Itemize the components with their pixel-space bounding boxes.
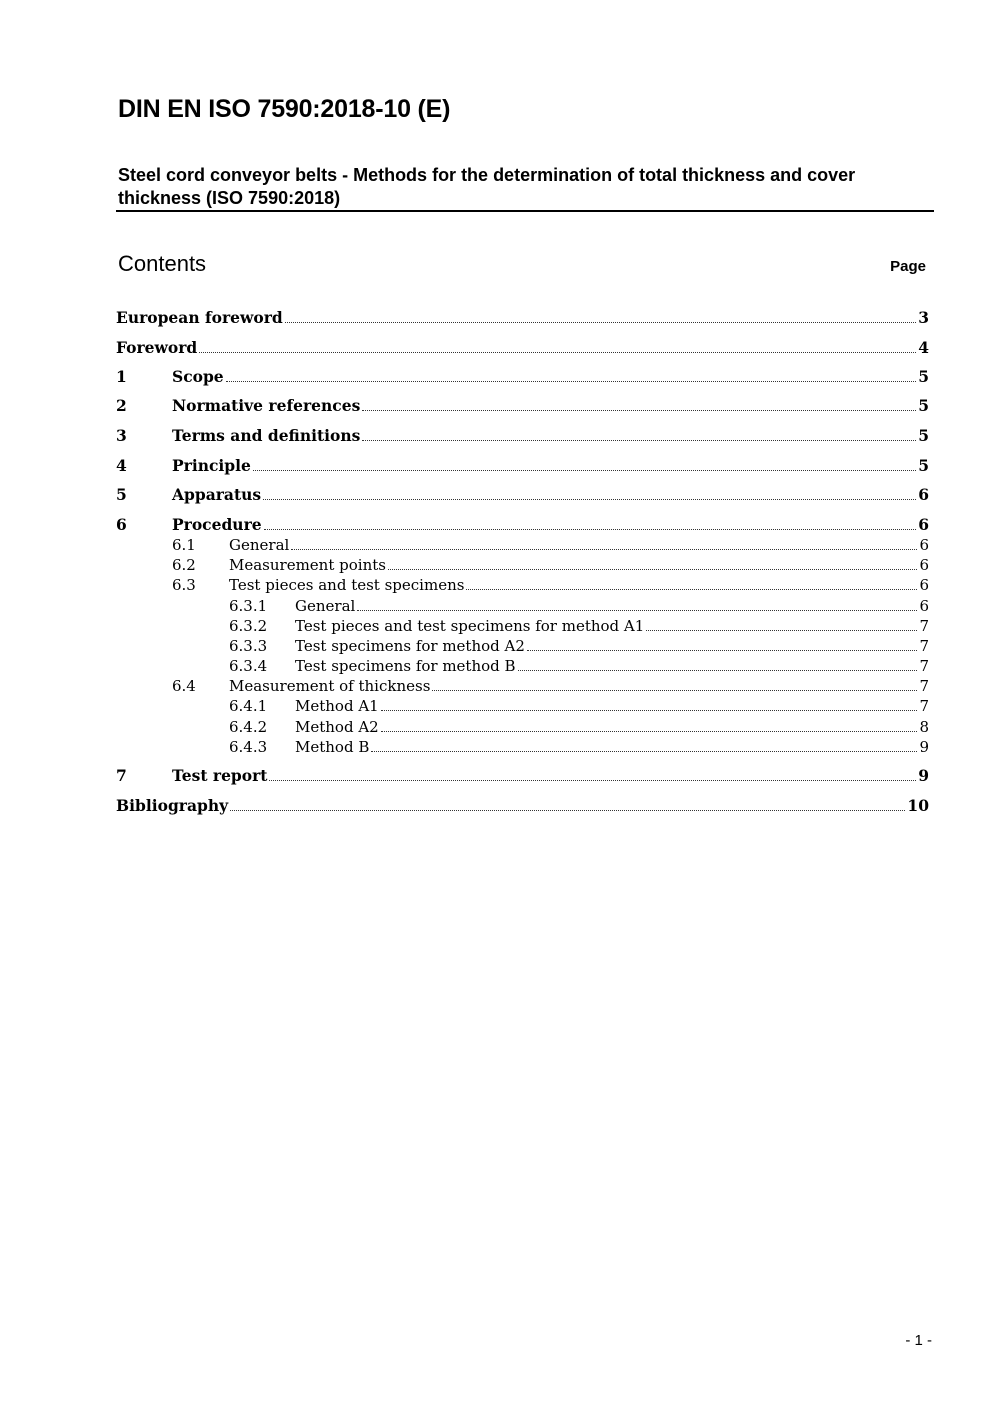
toc-entry-title: Test specimens for method A2 — [295, 637, 525, 655]
toc-entry[interactable] — [116, 636, 929, 656]
toc-entry-number: 6.4.1 — [229, 697, 268, 715]
document-subtitle: Steel cord conveyor belts - Methods for the determination of total thickness and cover thickness (ISO 7590:2018) — [118, 165, 856, 208]
toc-entry[interactable] — [116, 676, 929, 696]
toc-entry[interactable] — [116, 696, 929, 716]
toc-leader — [381, 709, 918, 711]
toc-entry-page: 8 — [919, 718, 929, 736]
toc-entry-title: Apparatus — [172, 485, 262, 504]
toc-leader — [263, 498, 916, 500]
toc-entry-title: Measurement points — [229, 556, 386, 574]
toc-entry[interactable] — [116, 717, 929, 737]
toc-leader — [371, 750, 917, 752]
toc-entry[interactable] — [116, 575, 929, 595]
toc-entry-page: 7 — [919, 637, 929, 655]
toc-leader — [362, 439, 916, 441]
toc-leader — [388, 568, 917, 570]
toc-entry-page: 5 — [918, 426, 929, 445]
toc-entry[interactable] — [116, 367, 929, 387]
toc-entry-title: Foreword — [116, 338, 198, 357]
toc-entry[interactable] — [116, 796, 929, 816]
toc-entry[interactable] — [116, 656, 929, 676]
toc-entry-number: 6.4.3 — [229, 738, 268, 756]
toc-entry-page: 5 — [918, 396, 929, 415]
toc-entry-number: 6.1 — [172, 536, 196, 554]
toc-leader — [226, 380, 917, 382]
toc-entry-number: 3 — [116, 426, 127, 445]
toc-entry-title: Test pieces and test specimens — [229, 576, 465, 594]
toc-entry[interactable] — [116, 596, 929, 616]
toc-entry-title: Test specimens for method B — [295, 657, 516, 675]
toc-entry-page: 9 — [918, 766, 929, 785]
toc-entry-page: 4 — [918, 338, 929, 357]
toc-entry-title: Bibliography — [116, 796, 229, 815]
toc-entry[interactable] — [116, 766, 929, 786]
toc-entry[interactable] — [116, 515, 929, 535]
toc-entry-number: 6 — [116, 515, 127, 534]
toc-leader — [291, 548, 917, 550]
toc-entry-number: 4 — [116, 456, 127, 475]
page-number: - 1 - — [905, 1332, 932, 1349]
toc-entry-number: 6.4 — [172, 677, 196, 695]
toc-entry-page: 5 — [918, 367, 929, 386]
toc-entry-title: Test report — [172, 766, 268, 785]
toc-entry-number: 6.3.2 — [229, 617, 268, 635]
toc-leader — [269, 779, 916, 781]
toc-entry-page: 9 — [919, 738, 929, 756]
toc-entry-number: 2 — [116, 396, 127, 415]
toc-entry-title: Principle — [172, 456, 251, 475]
toc-entry-title: Method A2 — [295, 718, 379, 736]
toc-entry-title: General — [229, 536, 290, 554]
toc-leader — [362, 409, 916, 411]
toc-entry-title: Test pieces and test specimens for method A1 — [295, 617, 645, 635]
toc-leader — [527, 649, 918, 651]
title-divider — [116, 210, 934, 212]
toc-leader — [264, 528, 917, 530]
contents-heading: Contents — [118, 251, 207, 276]
toc-entry-title: Method B — [295, 738, 370, 756]
toc-entry-number: 1 — [116, 367, 127, 386]
toc-entry[interactable] — [116, 737, 929, 757]
toc-entry[interactable] — [116, 555, 929, 575]
page-column-label: Page — [890, 258, 926, 275]
toc-entry-page: 7 — [919, 617, 929, 635]
toc-entry-page: 6 — [918, 515, 929, 534]
toc-entry-number: 6.3 — [172, 576, 196, 594]
toc-entry-title: Scope — [172, 367, 224, 386]
toc-entry[interactable] — [116, 485, 929, 505]
toc-entry-number: 6.3.1 — [229, 597, 268, 615]
toc-entry-title: Measurement of thickness — [229, 677, 431, 695]
toc-entry-page: 5 — [918, 456, 929, 475]
toc-leader — [253, 469, 916, 471]
toc-entry-page: 6 — [919, 536, 929, 554]
toc-entry-page: 10 — [907, 796, 929, 815]
toc-entry-page: 6 — [919, 597, 929, 615]
toc-entry-number: 6.4.2 — [229, 718, 268, 736]
toc-leader — [199, 351, 916, 353]
toc-leader — [466, 588, 917, 590]
toc-entry-title: Procedure — [172, 515, 262, 534]
toc-entry-page: 6 — [919, 556, 929, 574]
toc-entry-number: 6.3.4 — [229, 657, 268, 675]
toc-entry[interactable] — [116, 535, 929, 555]
toc-entry-title: Method A1 — [295, 697, 379, 715]
toc-entry[interactable] — [116, 338, 929, 358]
toc-entry-number: 6.3.3 — [229, 637, 268, 655]
toc-entry[interactable] — [116, 456, 929, 476]
toc-entry[interactable] — [116, 308, 929, 328]
toc-entry-page: 7 — [919, 657, 929, 675]
toc-entry-title: European foreword — [116, 308, 283, 327]
toc-leader — [518, 669, 918, 671]
toc-entry-page: 7 — [919, 697, 929, 715]
toc-leader — [230, 809, 905, 811]
toc-entry-page: 6 — [918, 485, 929, 504]
toc-entry[interactable] — [116, 616, 929, 636]
document-title: DIN EN ISO 7590:2018-10 (E) — [118, 95, 451, 123]
toc-entry-number: 6.2 — [172, 556, 196, 574]
toc-leader — [381, 730, 918, 732]
toc-entry-title: Terms and definitions — [172, 426, 361, 445]
toc-leader — [285, 321, 916, 323]
toc-entry-page: 3 — [918, 308, 929, 327]
toc-entry-title: General — [295, 597, 356, 615]
toc-entry-number: 5 — [116, 485, 127, 504]
toc-leader — [357, 609, 917, 611]
toc-entry-page: 7 — [919, 677, 929, 695]
toc-leader — [432, 689, 917, 691]
toc-entry-title: Normative references — [172, 396, 361, 415]
toc-entry-page: 6 — [919, 576, 929, 594]
toc-leader — [646, 629, 917, 631]
toc-entry[interactable] — [116, 396, 929, 416]
toc-entry-number: 7 — [116, 766, 127, 785]
toc-entry[interactable] — [116, 426, 929, 446]
